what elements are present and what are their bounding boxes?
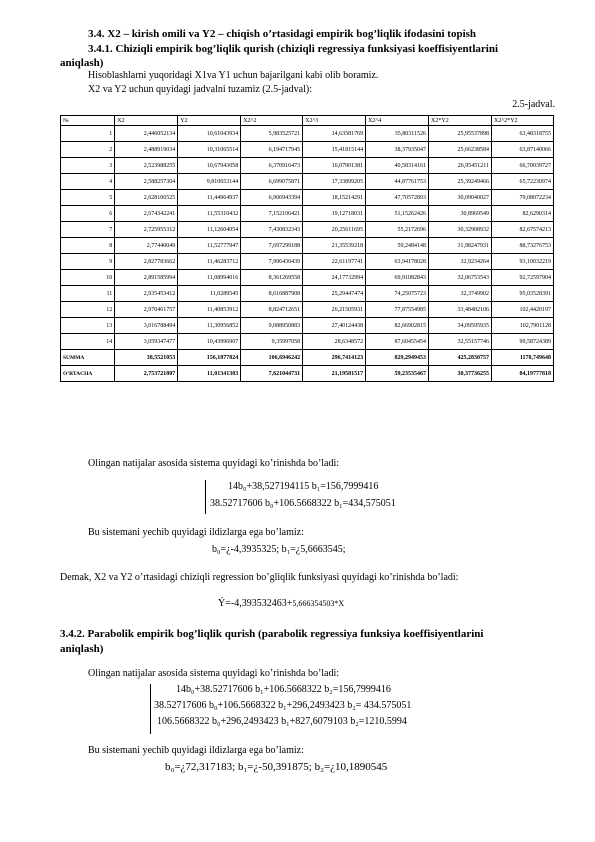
table-cell: 14 [61,334,115,350]
regression-equation-head: Ý=-4,393532463+ [218,598,293,609]
table-cell: 20,25611695 [303,222,366,238]
data-table [60,115,554,382]
table-header-cell: X2^2 [241,116,303,126]
paragraph-intro: Hisoblashlarni yuqoridagi X1va Y1 uchun bajarilgani kabi olib boramiz. [88,70,379,81]
paragraph-roots2-intro: Bu sistemani yechib quyidagi ildizlarga ega bo’lamiz: [88,745,304,756]
average-row [61,366,554,382]
system2-equation-3: 106.5668322 b₀+296,2493423 b₁+827,6079103 b₂=1210.5994 [157,716,407,727]
table-cell: 82,67574213 [492,222,554,238]
paragraph-table-intro: X2 va Y2 uchun quyidagi jadvalni tuzamiz (2.5-jadval): [88,84,313,95]
table-cell: 102,4420197 [492,302,554,318]
table-cell: 25,39249466 [429,174,492,190]
table-cell: 11,01341303 [178,366,241,382]
table-row [61,142,554,158]
table-cell: 11,30956852 [178,318,241,334]
table-cell: 24,17732994 [303,270,366,286]
table-cell: 19,12718031 [303,206,366,222]
table-cell: 21,35539218 [303,238,366,254]
table-cell: 9,088950883 [241,318,303,334]
table-cell: 93,10032219 [492,254,554,270]
roots-linear: b₀=¿-4,3935325; b₁=¿5,6663545; [212,544,346,555]
table-cell: 32,9234264 [429,254,492,270]
paragraph-system-intro: Olingan natijalar asosida sistema quyidagi ko’rinishda bo’ladi: [88,458,340,469]
table-row [61,318,554,334]
table-cell: 17,33899205 [303,174,366,190]
table-cell: 3 [61,158,115,174]
table-cell: 38,37935047 [366,142,429,158]
table-cell: 38,5521053 [115,350,178,366]
table-cell: 2,588257304 [115,174,178,190]
table-cell: 31,98247931 [429,238,492,254]
table-header-cell: № [61,116,115,126]
table-row [61,302,554,318]
table-cell: 74,25075723 [366,286,429,302]
table-cell: 5 [61,190,115,206]
table-cell: 79,08072234 [492,190,554,206]
table-cell: 77,87554985 [366,302,429,318]
table-cell: 30,8969549 [429,206,492,222]
table-cell: 69,91082843 [366,270,429,286]
table-cell: 63,94178028 [366,254,429,270]
table-cell: 14,63581769 [303,126,366,142]
table-cell: 84,19777818 [492,366,554,382]
table-cell: 82,6290314 [492,206,554,222]
table-cell: 3,059347477 [115,334,178,350]
table-cell: 25,29447474 [303,286,366,302]
table-cell: 35,80311526 [366,126,429,142]
table-row [61,190,554,206]
table-cell: 15,41815144 [303,142,366,158]
table-cell: 9,810653144 [178,174,241,190]
table-cell: 6,699075871 [241,174,303,190]
table-cell: 28,6348572 [303,334,366,350]
table-cell: 7 [61,222,115,238]
table-cell: 11,52777947 [178,238,241,254]
table-cell: 425,2830757 [429,350,492,366]
table-cell: 3,016788494 [115,318,178,334]
table-cell: 55,2172696 [366,222,429,238]
table-cell: 2,827783662 [115,254,178,270]
table-cell: 5,983525721 [241,126,303,142]
average-row-label: O’RTACHA [61,366,115,382]
table-cell: 2 [61,142,115,158]
table-cell: 22,61197741 [303,254,366,270]
table-cell: 6 [61,206,115,222]
table-cell: 9 [61,254,115,270]
table-cell: 18,15214291 [303,190,366,206]
table-row [61,238,554,254]
table-cell: 11,0289545 [178,286,241,302]
table-cell: 32,06753543 [429,270,492,286]
table-cell: 2,725955312 [115,222,178,238]
table-cell: 7,996430439 [241,254,303,270]
table-cell: 8,824712651 [241,302,303,318]
table-cell: 12 [61,302,115,318]
table-cell: 2,488919034 [115,142,178,158]
table-cell: 2,77440049 [115,238,178,254]
table-cell: 2,628106525 [115,190,178,206]
table-cell: 11 [61,286,115,302]
table-cell: 11,46283712 [178,254,241,270]
table-cell: 829,2949453 [366,350,429,366]
table-cell: 7,430832343 [241,222,303,238]
table-cell: 44,87761753 [366,174,429,190]
table-cell: 82,66902815 [366,318,429,334]
table-cell: 8 [61,238,115,254]
table-cell: 30,37736255 [429,366,492,382]
paragraph-roots-intro: Bu sistemani yechib quyidagi ildizlarga ega bo’lamiz: [88,527,304,538]
table-cell: 34,09595935 [429,318,492,334]
table-cell: 2,446052134 [115,126,178,142]
table-cell: 10,67943058 [178,158,241,174]
table-cell: 6,906943394 [241,190,303,206]
table-cell: 2,970461757 [115,302,178,318]
table-cell: 8,361269558 [241,270,303,286]
table-cell: 11,08994016 [178,270,241,286]
subsection-heading-3-4-2: 3.4.2. Parabolik empirik bog’liqlik qurish (parabolik regressiya funksiya koeffisiyentlarini [60,628,484,640]
table-header-cell: X2*Y2 [429,116,492,126]
regression-equation [218,598,344,609]
table-cell: 88,73276753 [492,238,554,254]
table-header-row [61,116,554,126]
table-row [61,158,554,174]
table-cell: 32,3749902 [429,286,492,302]
table-cell: 25,95537898 [429,126,492,142]
table-cell: 7,621044731 [241,366,303,382]
subsection-heading-3-4-1-cont: aniqlash) [60,57,104,69]
table-cell: 11,44964937 [178,190,241,206]
table-row [61,206,554,222]
table-cell: 25,66238584 [429,142,492,158]
system1-equation-1: 14b₀+38,527194115 b₁=156,7999416 [228,481,379,492]
table-header-cell: X2^2*Y2 [492,116,554,126]
system1-brace [205,480,206,514]
table-cell: 65,72230974 [492,174,554,190]
table-cell: 7,697299188 [241,238,303,254]
paragraph-linear-conclusion: Demak, X2 va Y2 o’rtasidagi chiziqli regression bo’gliqlik funksiyasi quyidagi ko’rinishda bo’ladi: [60,572,459,583]
system2-brace [150,684,151,734]
table-cell: 106,6946242 [241,350,303,366]
table-cell: 26,95451211 [429,158,492,174]
table-cell: 156,1877824 [178,350,241,366]
section-heading-3-4: 3.4. X2 – kirish omili va Y2 – chiqish o’rtasidagi empirik bog’liqlik ifodasini topish [88,28,477,40]
table-cell: 40,58314161 [366,158,429,174]
table-caption: 2.5-jadval. [512,99,555,110]
subsection-heading-3-4-1: 3.4.1. Chiziqli empirik bog’liqlik qurish (chiziqli regressiya funksiyasi koeffisiyentlarini [88,43,499,55]
table-cell: 47,70572893 [366,190,429,206]
table-cell: 30,32908932 [429,222,492,238]
roots-parabolic: b₀=¿72,317183; b₁=¿-50,391875; b₂=¿10,1890545 [165,761,388,773]
table-cell: 9,35997058 [241,334,303,350]
table-cell: 33,48482106 [429,302,492,318]
table-cell: 10,61043934 [178,126,241,142]
table-row [61,126,554,142]
table-cell: 296,7414123 [303,350,366,366]
table-row [61,286,554,302]
table-row [61,174,554,190]
table-cell: 59,2484148 [366,238,429,254]
table-cell: 32,55157746 [429,334,492,350]
table-cell: 10,31065514 [178,142,241,158]
table-cell: 11,12604054 [178,222,241,238]
table-cell: 1 [61,126,115,142]
table-cell: 59,23535467 [366,366,429,382]
table-cell: 2,523988255 [115,158,178,174]
table-cell: 4 [61,174,115,190]
sum-row [61,350,554,366]
table-header-cell: X2^4 [366,116,429,126]
table-row [61,254,554,270]
table-cell: 10,43996907 [178,334,241,350]
table-header-cell: X2 [115,116,178,126]
table-cell: 26,21505931 [303,302,366,318]
table-cell: 6,370916473 [241,158,303,174]
table-header-cell: Y2 [178,116,241,126]
table-row [61,334,554,350]
table-cell: 63,87140066 [492,142,554,158]
table-cell: 1178,749648 [492,350,554,366]
table-cell: 11,40853912 [178,302,241,318]
subsection-heading-3-4-2-cont: aniqlash) [60,643,104,655]
table-row [61,270,554,286]
table-header-cell: X2^3 [303,116,366,126]
table-cell: 11,55310432 [178,206,241,222]
table-cell: 63,48318755 [492,126,554,142]
table-cell: 66,70039727 [492,158,554,174]
table-cell: 16,07901381 [303,158,366,174]
table-cell: 6,194717945 [241,142,303,158]
table-cell: 95,03528391 [492,286,554,302]
table-cell: 2,753721807 [115,366,178,382]
sum-row-label: SUMMA [61,350,115,366]
table-cell: 87,60455454 [366,334,429,350]
table-cell: 8,616887908 [241,286,303,302]
table-cell: 30,09040027 [429,190,492,206]
table-cell: 27,40124438 [303,318,366,334]
table-cell: 99,58724389 [492,334,554,350]
system2-equation-1: 14b₀+38.52717606 b₁+106.5668322 b₂=156,7999416 [176,684,391,695]
table-cell: 92,72597904 [492,270,554,286]
system1-equation-2: 38.52717606 b₀+106.5668322 b₁=434,575051 [210,498,396,509]
table-cell: 7,152106421 [241,206,303,222]
table-cell: 51,15262426 [366,206,429,222]
regression-equation-tail: 5,666354503*X [292,599,345,608]
system2-equation-2: 38.52717606 b₀+106.5668322 b₁+296,2493423 b₂= 434.575051 [154,700,412,711]
table-cell: 21,19581517 [303,366,366,382]
table-row [61,222,554,238]
table-cell: 2,891585994 [115,270,178,286]
table-cell: 102,7901128 [492,318,554,334]
paragraph-system2-intro: Olingan natijalar asosida sistema quyidagi ko’rinishda bo’ladi: [88,668,340,679]
table-cell: 13 [61,318,115,334]
table-cell: 10 [61,270,115,286]
table-cell: 2,935453412 [115,286,178,302]
table-cell: 2,674342241 [115,206,178,222]
